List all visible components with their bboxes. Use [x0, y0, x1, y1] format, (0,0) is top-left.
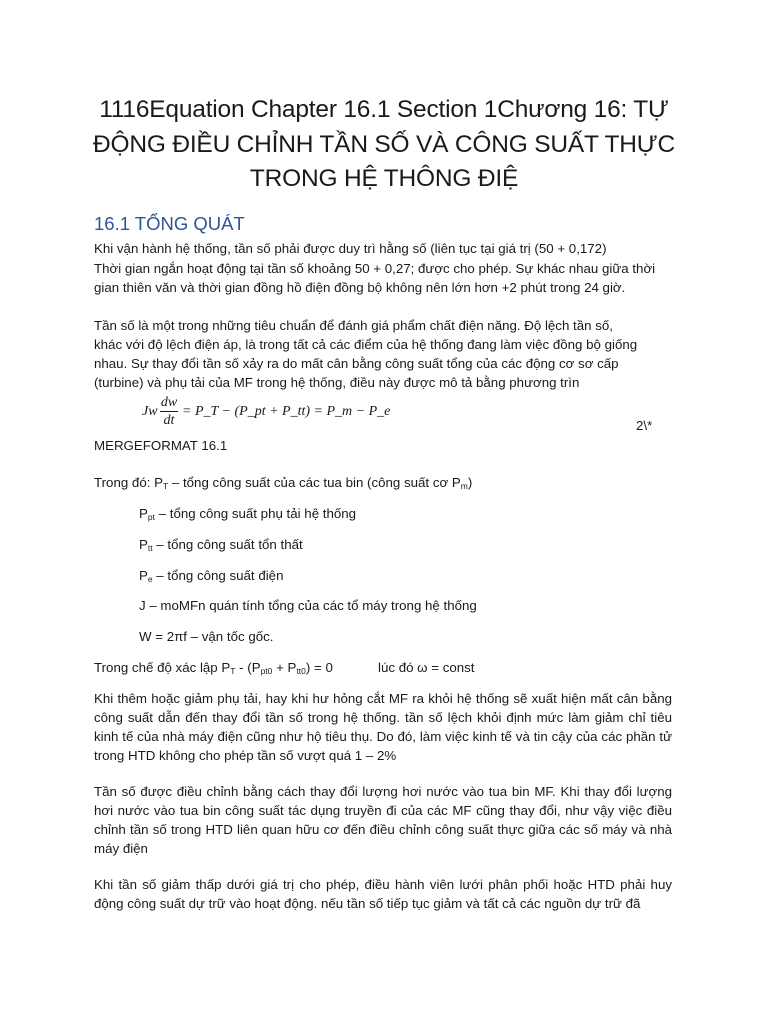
equation-numerator: dw — [160, 395, 178, 410]
where-line: Trong đó: $P_T$ – tổng công suất của các tua bin (công suất cơ $P_m$) — [94, 475, 473, 491]
section-heading: 16.1 TỔNG QUÁT — [94, 213, 245, 234]
paragraph: Khi tần số giảm thấp dưới giá trị cho phép, điều hành viên lưới phân phối hoặc HTD phải huy động công suất dự trữ vào hoạt động. nếu tần số tiếp tục giảm và tất cả các nguồn dự trữ đã — [94, 877, 672, 911]
definition-item: $P_{pt}$ – tổng công suất phụ tải hệ thống — [139, 506, 357, 522]
para-line: Tần số là một trong những tiêu chuẩn để đánh giá phẩm chất điện năng. Độ lệch tần số, — [94, 318, 613, 333]
chapter-title — [60, 93, 708, 197]
title-line: TRONG HỆ THÔNG ĐIỆ — [249, 165, 519, 192]
equation — [140, 394, 391, 434]
definition-item: J – moMFn quán tính tổng của các tổ máy trong hệ thống — [139, 598, 477, 613]
para-line: khác với độ lệch điện áp, là trong tất cả các điểm của hệ thống đang làm việc đồng bộ giống — [94, 337, 638, 352]
intro-line: gian thiên văn và thời gian đồng hồ điện đồng bộ không nên lớn hơn +2 phút trong 24 giờ. — [94, 280, 626, 295]
definition-item: $P_e$ – tổng công suất điện — [139, 568, 284, 584]
title-line: ĐỘNG ĐIỀU CHỈNH TẦN SỐ VÀ CÔNG SUẤT THỰC — [93, 130, 675, 158]
para-line: nhau. Sự thay đổi tần số xảy ra do mất cân bằng công suất tổng của các động cơ sơ cấp — [94, 356, 619, 371]
paragraph: Khi thêm hoặc giảm phụ tải, hay khi hư hỏng cắt MF ra khỏi hệ thống sẽ xuất hiện mất cân bằng công suất dẫn đến thay đổi tần số trong hệ thống. tần số lệch khỏi định mức làm giảm chỉ tiêu kinh tế của nhà máy điện cũng như hộ tiêu thụ. Do đó, làm việc kinh tế và tin cậy của các phần tử trong HTD không cho phép tần số vượt quá 1 – 2% — [94, 691, 672, 763]
paragraph: Tần số được điều chỉnh bằng cách thay đổi lượng hơi nước vào tua bin MF. Khi thay đổi lượng hơi nước vào tua bin công suất tác dụng truyền đi của các MF cũng thay đổi, như vậy việc điều chỉnh tần số trong HTD liên quan hữu cơ đến điều chỉnh công suất thực giữa các số máy và nhà máy điện — [94, 784, 672, 856]
steady-state-line: Trong chế độ xác lập $P_T - (P_{pt0} + P_{tt0}) = 0$ — [94, 660, 333, 676]
equation-fraction — [160, 394, 178, 430]
intro-line: Khi vận hành hệ thống, tần số phải được duy trì hằng số (liên tục tại giá trị (50 + 0,172) — [94, 241, 607, 256]
steady-state-note: lúc đó ω = const — [378, 660, 475, 675]
equation-ref: 2\* — [636, 418, 653, 433]
para-line: (turbine) và phụ tải của MF trong hệ thống, điều này được mô tả bằng phương trìn — [94, 375, 580, 390]
definition-item: $P_{tt}$ – tổng công suất tổn thất — [139, 537, 303, 553]
title-line: 1116Equation Chapter 16.1 Section 1Chương 16: TỰ — [99, 96, 669, 123]
definition-item: W = 2πf – vận tốc gốc. — [139, 629, 274, 644]
equation-rhs: = P_T − (P_pt + P_tt) = P_m − P_e — [182, 404, 391, 419]
equation-lhs: Jw — [142, 404, 158, 419]
intro-line: Thời gian ngắn hoạt động tại tần số khoảng 50 + 0,27; được cho phép. Sự khác nhau giữa thời — [94, 261, 656, 276]
mergeformat-field: MERGEFORMAT 16.1 — [94, 438, 228, 453]
equation-denominator: dt — [163, 413, 175, 428]
